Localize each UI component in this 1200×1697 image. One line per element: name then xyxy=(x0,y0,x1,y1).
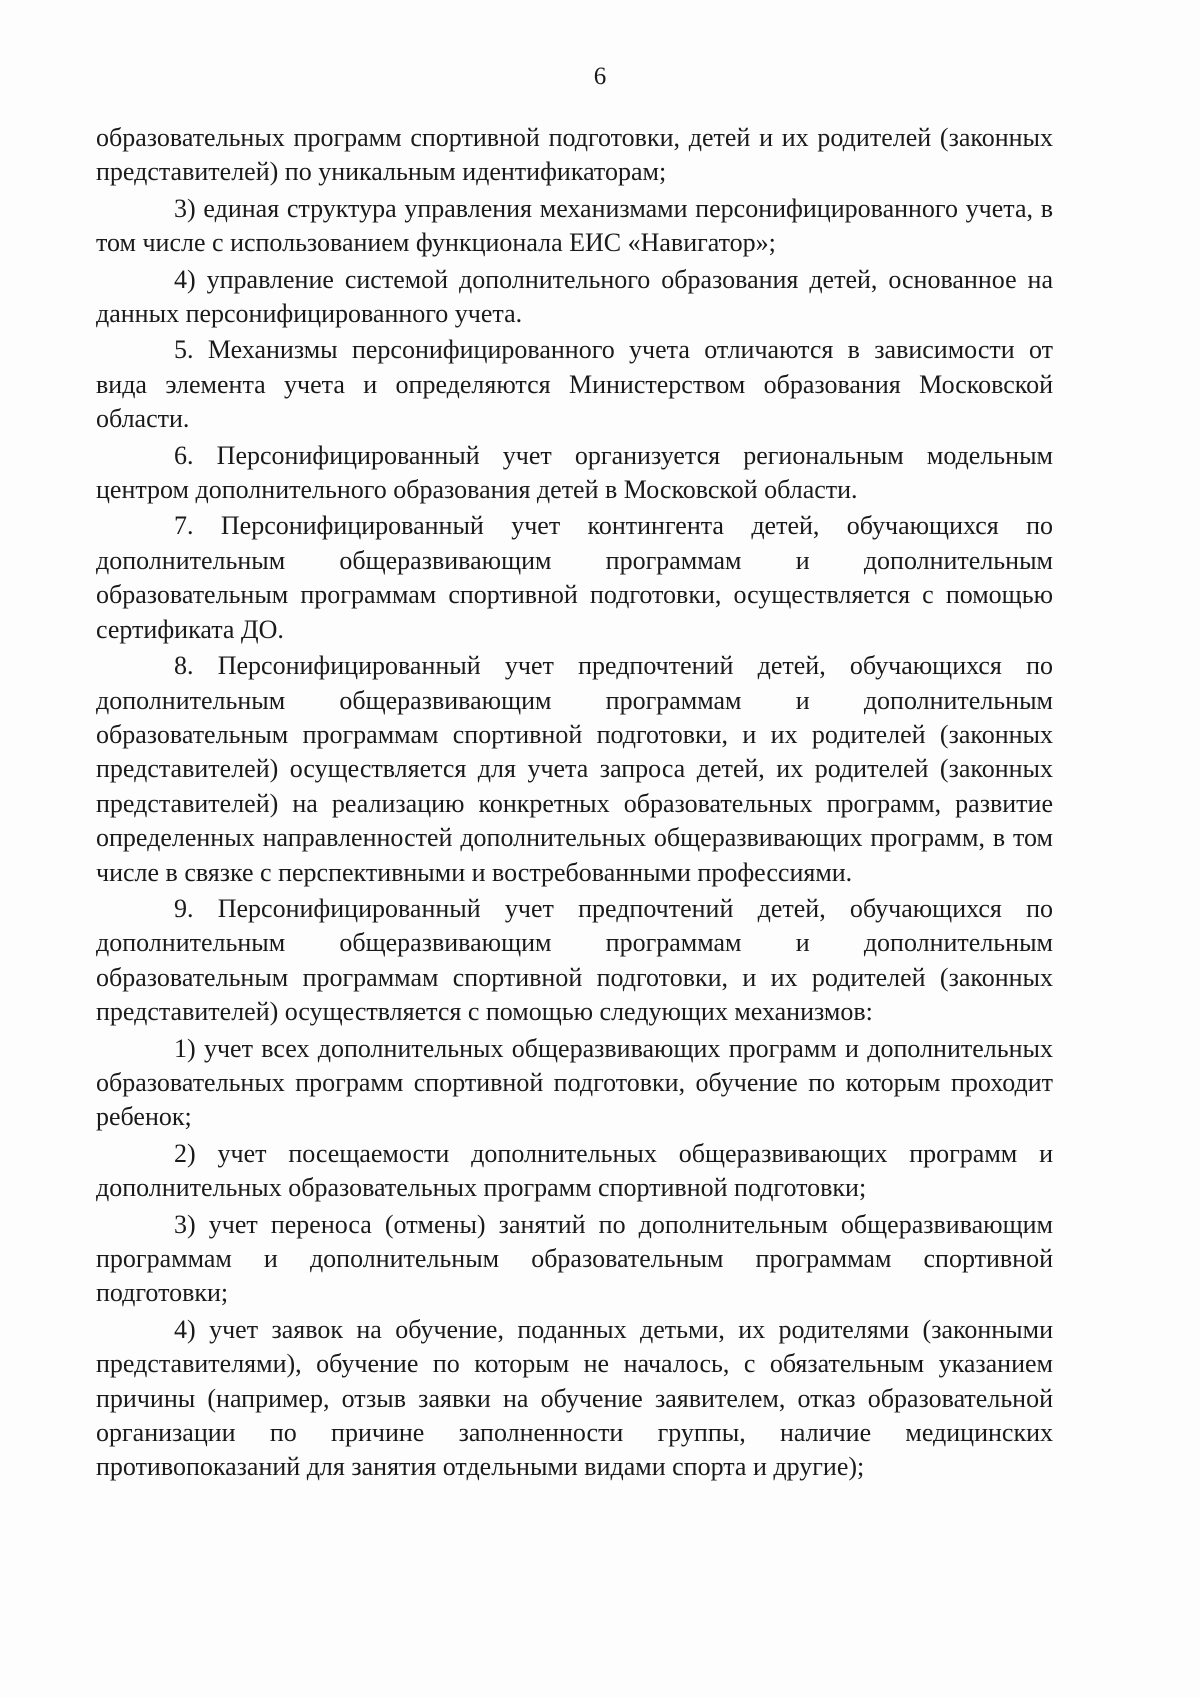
paragraph-number: 3) xyxy=(174,193,196,223)
paragraph-clause-7 xyxy=(96,509,1053,647)
paragraph-text: Персонифицированный учет предпочтений детей, обучающихся по дополнительным общеразвивающим программам и дополнительным образовательным программам спортивной подготовки, и их родителей (законных представителей) осуществляется с помощью следующих механизмов: xyxy=(96,893,1053,1027)
page-number: 6 xyxy=(593,63,607,90)
paragraph-number: 5. xyxy=(174,335,194,365)
paragraph-number: 9. xyxy=(174,893,194,923)
paragraph-number: 6. xyxy=(174,440,194,470)
paragraph-clause-6 xyxy=(96,439,1053,508)
paragraph-subitem-4 xyxy=(96,1313,1053,1485)
paragraph-item-3 xyxy=(96,192,1053,261)
paragraph-number: 7. xyxy=(174,511,194,541)
paragraph-number: 4) xyxy=(174,264,196,294)
paragraph-subitem-3 xyxy=(96,1208,1053,1311)
paragraph-subitem-2 xyxy=(96,1137,1053,1206)
paragraph-text: учет заявок на обучение, поданных детьми, их родителями (законными представителями), обучение по которым не началось, с обязательным указанием причины (например, отзыв заявки на обучение заявителем, отказ образовательной организации по причине заполненности группы, наличие медицинских противопоказаний для занятия отдельными видами спорта и другие); xyxy=(96,1314,1053,1482)
paragraph-text: Персонифицированный учет предпочтений детей, обучающихся по дополнительным общеразвивающим программам и дополнительным образовательным программам спортивной подготовки, и их родителей (законных представителей) осуществляется для учета запроса детей, их родителей (законных представителей) на реализацию конкретных образовательных программ, развитие определенных направленностей дополнительных общеразвивающих программ, в том числе в связке с перспективными и востребованными профессиями. xyxy=(96,651,1053,887)
paragraph-text: Механизмы персонифицированного учета отличаются в зависимости от вида элемента учета и определяются Министерством образования Московской области. xyxy=(96,335,1053,434)
paragraph-number: 4) xyxy=(174,1314,196,1344)
paragraph-number: 8. xyxy=(174,651,194,681)
paragraph-text: единая структура управления механизмами персонифицированного учета, в том числе с использованием функционала ЕИС «Навигатор»; xyxy=(96,193,1054,258)
paragraph-text: учет всех дополнительных общеразвивающих программ и дополнительных образовательных программ спортивной подготовки, обучение по которым проходит ребенок; xyxy=(96,1033,1053,1132)
paragraph-clause-8 xyxy=(96,649,1053,890)
paragraph-text: образовательных программ спортивной подготовки, детей и их родителей (законных представителей) по уникальным идентификаторам; xyxy=(96,123,1053,187)
paragraph-number: 3) xyxy=(174,1209,196,1239)
paragraph-text: управление системой дополнительного образования детей, основанное на данных персонифицированного учета. xyxy=(96,264,1054,329)
paragraph-item-4 xyxy=(96,263,1053,332)
paragraph-text: Персонифицированный учет контингента детей, обучающихся по дополнительным общеразвивающим программам и дополнительным образовательным программам спортивной подготовки, осуществляется с помощью сертификата ДО. xyxy=(96,511,1054,644)
paragraph-clause-5 xyxy=(96,333,1053,436)
paragraph-text: Персонифицированный учет организуется региональным модельным центром дополнительного образования детей в Московской области. xyxy=(96,440,1054,505)
paragraph-text: учет переноса (отмены) занятий по дополнительным общеразвивающим программам и дополнительным образовательным программам спортивной подготовки; xyxy=(96,1209,1053,1308)
paragraph-subitem-1 xyxy=(96,1032,1053,1135)
paragraph-number: 2) xyxy=(174,1138,196,1168)
document-body xyxy=(96,121,1053,1487)
paragraph-text: учет посещаемости дополнительных общеразвивающих программ и дополнительных образовательных программ спортивной подготовки; xyxy=(96,1138,1053,1203)
paragraph-clause-9 xyxy=(96,892,1053,1030)
paragraph-continuation xyxy=(96,121,1053,190)
paragraph-number: 1) xyxy=(174,1033,196,1063)
